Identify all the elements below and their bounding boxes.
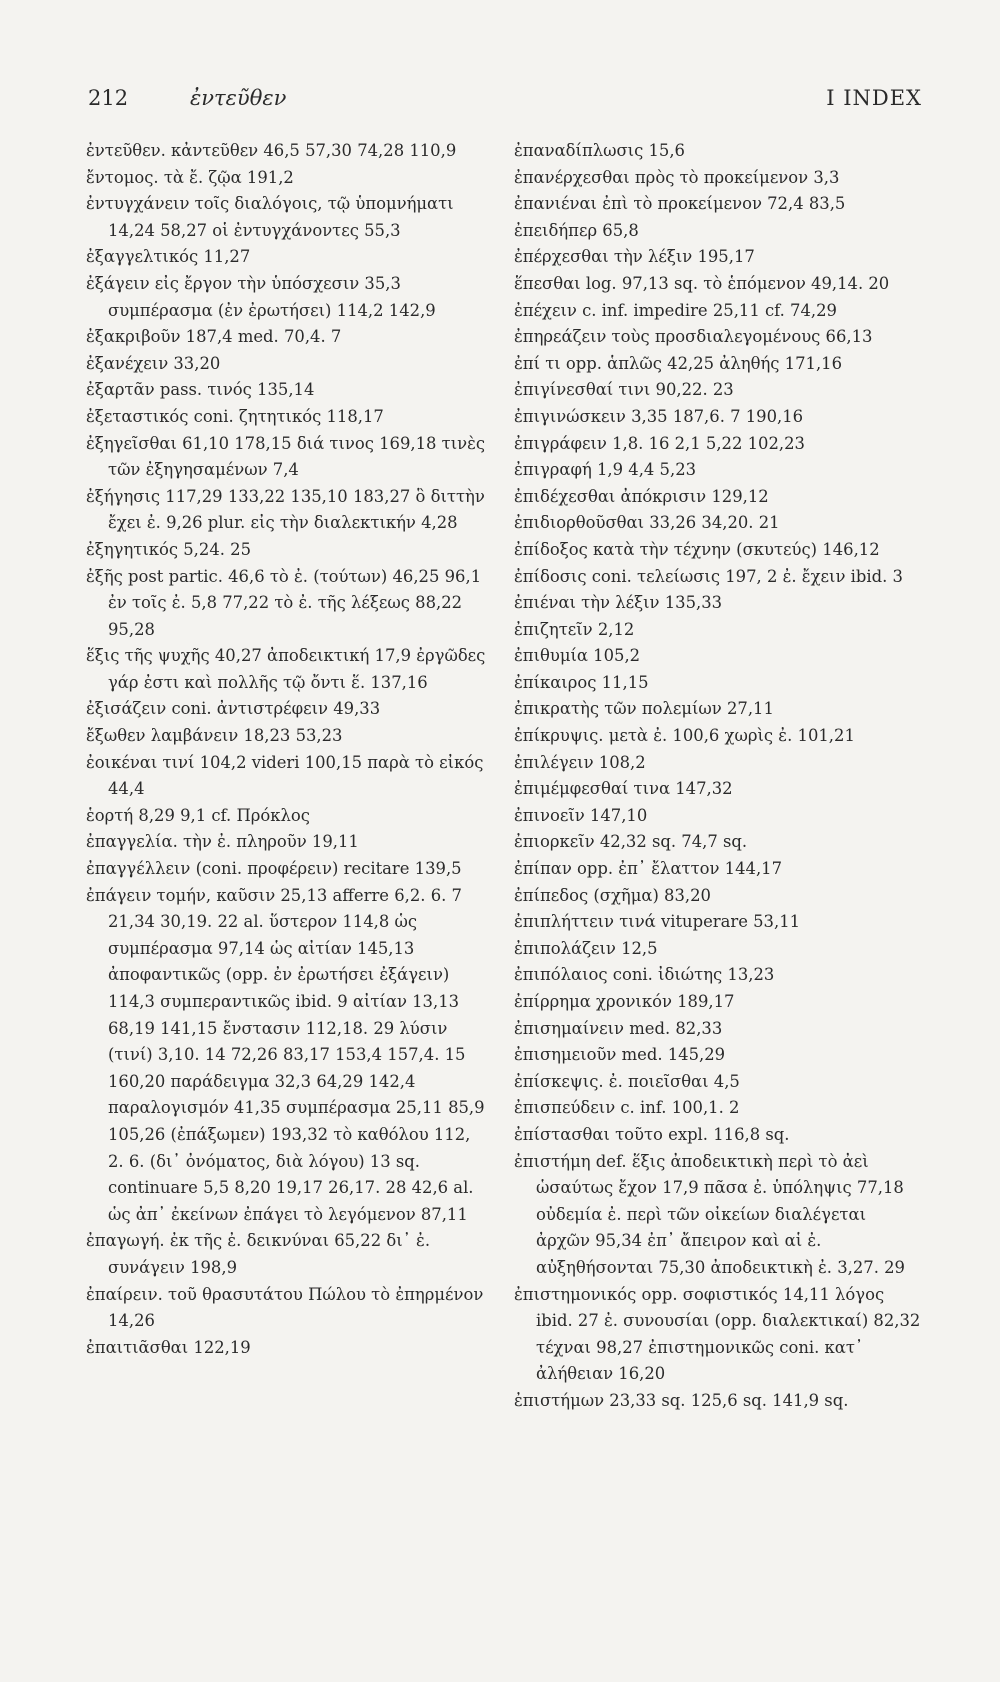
index-entry: ἐπί τι opp. ἁπλῶς 42,25 ἀληθής 171,16 — [514, 353, 843, 373]
index-entry: ἐπιπόλαιος coni. ἰδιώτης 13,23 — [514, 965, 775, 985]
index-entry: ἐπαιτιᾶσθαι 122,19 — [86, 1337, 251, 1357]
index-entry: ἐξεταστικός coni. ζητητικός 118,17 — [86, 406, 384, 426]
index-entry: ἔξωθεν λαμβάνειν 18,23 53,23 — [86, 726, 343, 746]
index-entry: ἐξηγητικός 5,24. 25 — [86, 539, 252, 559]
index-entry: ἐξήγησις 117,29 133,22 135,10 183,27 ὃ διττὴν ἔχει ἐ. 9,26 plur. εἰς τὴν διαλεκτικήν 4,28 — [86, 486, 485, 533]
index-entry: ἐπιγινώσκειν 3,35 187,6. 7 190,16 — [514, 406, 804, 426]
index-column-right — [514, 138, 922, 1415]
index-entry: ἐπιδιορθοῦσθαι 33,26 34,20. 21 — [514, 513, 780, 533]
index-entry: ἐπίκαιρος 11,15 — [514, 672, 649, 692]
index-entry: ἐπιδέχεσθαι ἀπόκρισιν 129,12 — [514, 486, 769, 506]
index-entry: ἐπαγγέλλειν (coni. προφέρειν) recitare 139,5 — [86, 859, 462, 879]
index-entry: ἐπηρεάζειν τοὺς προσδιαλεγομένους 66,13 — [514, 327, 873, 347]
index-entry: ἐπιμέμφεσθαί τινα 147,32 — [514, 779, 733, 799]
index-entry: ἐπισπεύδειν c. inf. 100,1. 2 — [514, 1098, 740, 1118]
index-entry: ἑορτή 8,29 9,1 cf. Πρόκλος — [86, 805, 310, 825]
index-entry: ἐπαγγελία. τὴν ἐ. πληροῦν 19,11 — [86, 832, 359, 852]
index-entry: ἐπιγράφειν 1,8. 16 2,1 5,22 102,23 — [514, 433, 805, 453]
index-entry: ἐπιέναι τὴν λέξιν 135,33 — [514, 593, 723, 613]
index-entry: ἐπιγίνεσθαί τινι 90,22. 23 — [514, 380, 734, 400]
index-entry: ἐξῆς post partic. 46,6 τὸ ἐ. (τούτων) 46,25 96,1 ἐν τοῖς ἐ. 5,8 77,22 τὸ ἐ. τῆς λέξεως 88,22 95,28 — [86, 566, 482, 639]
index-entry: ἔντομος. τὰ ἔ. ζῷα 191,2 — [86, 167, 294, 187]
index-entry: ἐπινοεῖν 147,10 — [514, 805, 648, 825]
index-entry: ἕξις τῆς ψυχῆς 40,27 ἀποδεικτική 17,9 ἐργῶδες γάρ ἐστι καὶ πολλῆς τῷ ὄντι ἕ. 137,16 — [86, 646, 486, 692]
index-entry: ἐπαγωγή. ἐκ τῆς ἐ. δεικνύναι 65,22 δι᾽ ἐ. συνάγειν 198,9 — [86, 1231, 431, 1277]
index-entry: ἐξάγειν εἰς ἔργον τὴν ὑπόσχεσιν 35,3 συμπέρασμα (ἐν ἐρωτήσει) 114,2 142,9 — [86, 273, 436, 320]
index-entry: ἐντεῦθεν. κἀντεῦθεν 46,5 57,30 74,28 110,9 — [86, 141, 457, 160]
index-column-left — [86, 138, 486, 1361]
index-entry: ἐπίστασθαι τοῦτο expl. 116,8 sq. — [514, 1124, 790, 1144]
index-entry: ἐπίπαν opp. ἐπ᾽ ἔλαττον 144,17 — [514, 859, 783, 879]
catchword: ἐντεῦθεν — [190, 86, 287, 110]
running-head — [88, 86, 922, 120]
index-entry: ἐπιγραφή 1,9 4,4 5,23 — [514, 460, 697, 480]
index-entry: ἐπιορκεῖν 42,32 sq. 74,7 sq. — [514, 832, 748, 852]
index-entry: ἐξανέχειν 33,20 — [86, 353, 221, 373]
page-number: 212 — [88, 86, 129, 110]
index-entry: ἐξηγεῖσθαι 61,10 178,15 διά τινος 169,18 τινὲς τῶν ἐξηγησαμένων 7,4 — [86, 433, 486, 480]
index-entry: ἐπέχειν c. inf. impedire 25,11 cf. 74,29 — [514, 300, 837, 320]
index-entry: ἐπιστημονικός opp. σοφιστικός 14,11 λόγος ibid. 27 ἐ. συνουσίαι (opp. διαλεκτικαί) 82,32 τέχναι 98,27 ἐπιστημονικῶς coni. κατ᾽ ἀλήθειαν 16,20 — [514, 1284, 921, 1384]
index-entry: ἐπιπλήττειν τινά vituperare 53,11 — [514, 912, 801, 932]
index-entry: ἐπίρρημα χρονικόν 189,17 — [514, 992, 735, 1011]
index-entry: ἐπιζητεῖν 2,12 — [514, 619, 635, 639]
index-entry: ἐπανιέναι ἐπὶ τὸ προκείμενον 72,4 83,5 — [514, 194, 846, 214]
index-entry: ἐπιθυμία 105,2 — [514, 646, 641, 666]
index-entry: ἐπίδοσις coni. τελείωσις 197, 2 ἐ. ἔχειν ibid. 3 — [514, 566, 903, 586]
index-entry: ἐπίκρυψις. μετὰ ἐ. 100,6 χωρὶς ἐ. 101,21 — [514, 726, 855, 746]
section-title: I INDEX — [826, 86, 922, 110]
index-entry: ἐπίδοξος κατὰ τὴν τέχνην (σκυτεύς) 146,12 — [514, 539, 880, 559]
index-entry: ἐπάγειν τομήν, καῦσιν 25,13 afferre 6,2. 6. 7 21,34 30,19. 22 al. ὕστερον 114,8 ὡς συμπέρασμα 97,14 ὡς αἰτίαν 145,13 ἀποφαντικῶς (opp. ἐν ἐρωτήσει ἐξάγειν) 114,3 συμπεραντικῶς ibid. 9 αἰτίαν 13,13 68,19 141,15 ἔνστασιν 112,18. 29 λύσιν (τινί) 3,10. 14 72,26 83,17 153,4 157,4. 15 160,20 παράδειγμα 32,3 64,29 142,4 παραλογισμόν 41,35 συμπέρασμα 25,11 85,9 105,26 (ἐπάξωμεν) 193,32 τὸ καθόλου 112, 2. 6. (δι᾽ ὀνόματος, διὰ λόγου) 13 sq. continuare 5,5 8,20 19,17 26,17. 28 42,6 al. ὡς ἀπ᾽ ἐκείνων ἐπάγει τὸ λεγόμενον 87,11 — [86, 885, 485, 1224]
index-entry: ἐπικρατὴς τῶν πολεμίων 27,11 — [514, 699, 774, 719]
index-entry: ἐξαγγελτικός 11,27 — [86, 247, 251, 267]
index-entry: ἐπαίρειν. τοῦ θρασυτάτου Πώλου τὸ ἐπηρμένον 14,26 — [86, 1284, 484, 1331]
index-entry: ἐντυγχάνειν τοῖς διαλόγοις, τῷ ὑπομνήματι 14,24 58,27 οἱ ἐντυγχάνοντες 55,3 — [86, 194, 454, 240]
index-entry: ἕπεσθαι log. 97,13 sq. τὸ ἑπόμενον 49,14. 20 — [514, 273, 890, 293]
index-entry: ἐπισημαίνειν med. 82,33 — [514, 1018, 723, 1038]
index-entry: ἐπίσκεψις. ἐ. ποιεῖσθαι 4,5 — [514, 1071, 740, 1091]
index-entry: ἐπειδήπερ 65,8 — [514, 220, 639, 240]
index-entry: ἐπιστήμη def. ἕξις ἀποδεικτικὴ περὶ τὸ ἀεὶ ὡσαύτως ἔχον 17,9 πᾶσα ἐ. ὑπόληψις 77,18 οὐδεμία ἐ. περὶ τῶν οἰκείων διαλέγεται ἀρχῶν 95,34 ἐπ᾽ ἄπειρον καὶ αἱ ἐ. αὐξηθήσονται 75,30 ἀποδεικτικὴ ἐ. 3,27. 29 — [514, 1151, 905, 1277]
index-entry: ἐξισάζειν coni. ἀντιστρέφειν 49,33 — [86, 699, 381, 719]
index-entry: ἐπέρχεσθαι τὴν λέξιν 195,17 — [514, 247, 755, 267]
index-entry: ἐπιπολάζειν 12,5 — [514, 938, 658, 958]
index-entry: ἐπαναδίπλωσις 15,6 — [514, 141, 685, 160]
index-entry: ἐπισημειοῦν med. 145,29 — [514, 1045, 726, 1065]
index-entry: ἐπίπεδος (σχῆμα) 83,20 — [514, 885, 711, 905]
index-entry: ἐξαρτᾶν pass. τινός 135,14 — [86, 380, 315, 400]
index-entry: ἐπανέρχεσθαι πρὸς τὸ προκείμενον 3,3 — [514, 167, 840, 187]
index-entry: ἐξακριβοῦν 187,4 med. 70,4. 7 — [86, 327, 342, 347]
index-entry: ἐπιστήμων 23,33 sq. 125,6 sq. 141,9 sq. — [514, 1390, 849, 1410]
index-entry: ἐπιλέγειν 108,2 — [514, 752, 646, 772]
index-entry: ἐοικέναι τινί 104,2 videri 100,15 παρὰ τὸ εἰκός 44,4 — [86, 752, 484, 799]
